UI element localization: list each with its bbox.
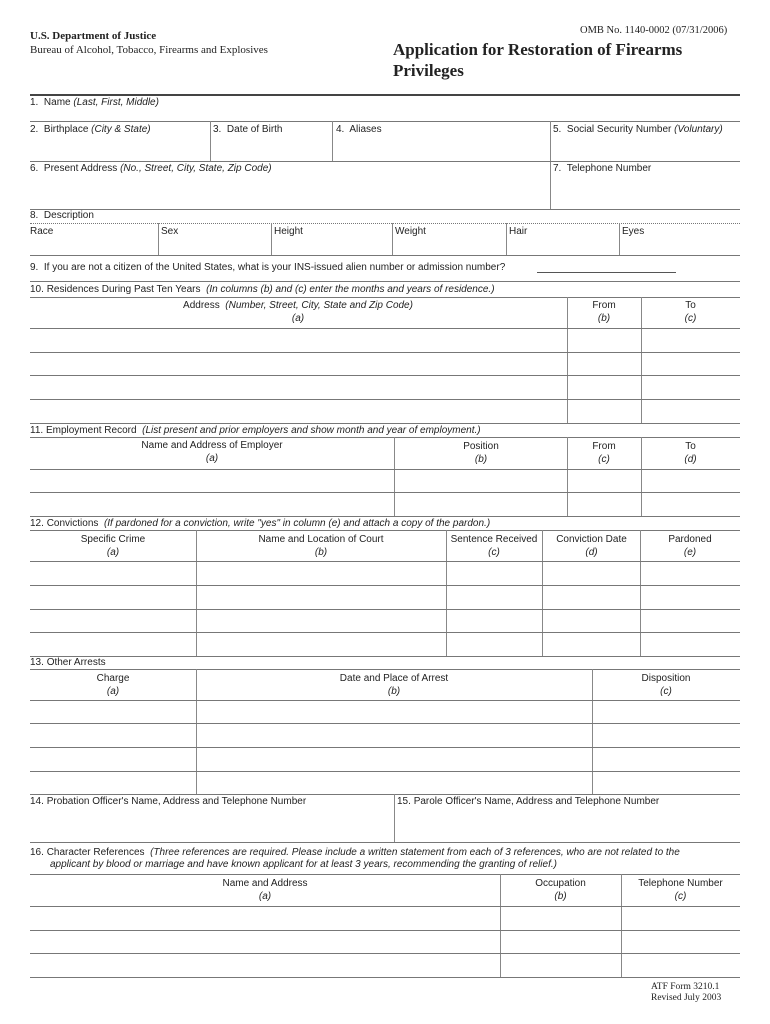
sex-input[interactable] <box>160 239 269 253</box>
reference-row[interactable] <box>30 954 740 976</box>
field-2-birthplace-label: 2. Birthplace (City & State) <box>30 124 151 135</box>
residence-row[interactable] <box>30 353 740 374</box>
parole-officer-input[interactable] <box>396 810 740 840</box>
field-14-probation-label: 14. Probation Officer's Name, Address and Telephone Number <box>30 796 307 807</box>
field-3-dob-label: 3. Date of Birth <box>213 124 283 135</box>
present-address-input[interactable] <box>30 177 548 205</box>
conviction-date-header: Conviction Date (d) <box>556 534 627 558</box>
field-11-employment-label: 11. Employment Record (List present and prior employers and show month and year of employment.) <box>30 425 481 436</box>
weight-input[interactable] <box>394 239 504 253</box>
residence-row[interactable] <box>30 376 740 398</box>
employment-to-header: To (d) <box>684 441 697 465</box>
employment-row[interactable] <box>30 493 740 515</box>
field-5-ssn-label: 5. Social Security Number (Voluntary) <box>553 124 723 135</box>
residence-address-header: Address (Number, Street, City, State and Zip Code) (a) <box>183 300 413 324</box>
bureau-name: Bureau of Alcohol, Tobacco, Firearms and Explosives <box>30 44 268 56</box>
field-1-name-label: 1. Name (Last, First, Middle) <box>30 97 159 108</box>
field-8-description-label: 8. Description <box>30 210 94 221</box>
position-header: Position (b) <box>463 441 499 465</box>
court-header: Name and Location of Court (b) <box>258 534 384 558</box>
conviction-row[interactable] <box>30 562 740 584</box>
field-9-alien-number-label: 9. If you are not a citizen of the United States, what is your INS-issued alien number or admission number? <box>30 262 506 273</box>
name-input[interactable] <box>30 110 740 120</box>
reference-name-header: Name and Address (a) <box>222 878 308 902</box>
form-title-line2: Privileges <box>393 61 464 80</box>
sex-label: Sex <box>161 226 179 237</box>
arrest-date-place-header: Date and Place of Arrest (b) <box>339 673 449 697</box>
disposition-header: Disposition (c) <box>641 673 691 697</box>
conviction-row[interactable] <box>30 633 740 655</box>
field-16-references-label: 16. Character References (Three references are required. Please include a written statement from each of 3 references, who are not related to the <box>30 847 680 858</box>
reference-telephone-header: Telephone Number (c) <box>638 878 723 902</box>
field-7-telephone-label: 7. Telephone Number <box>553 163 652 174</box>
residence-from-header: From (b) <box>592 300 616 324</box>
arrest-row[interactable] <box>30 772 740 793</box>
reference-occupation-header: Occupation (b) <box>535 878 586 902</box>
form-number: ATF Form 3210.1 <box>651 982 720 992</box>
field-10-residences-label: 10. Residences During Past Ten Years (In columns (b) and (c) enter the months and years of residence.) <box>30 284 495 295</box>
field-12-convictions-label: 12. Convictions (If pardoned for a conviction, write "yes" in column (e) and attach a copy of the pardon.) <box>30 518 491 529</box>
ssn-input[interactable] <box>552 138 740 158</box>
form-title-line1: Application for Restoration of Firearms <box>393 40 683 59</box>
conviction-row[interactable] <box>30 610 740 631</box>
telephone-input[interactable] <box>552 177 740 205</box>
hair-input[interactable] <box>508 239 617 253</box>
hair-label: Hair <box>509 226 528 237</box>
residence-row[interactable] <box>30 329 740 351</box>
field-13-arrests-label: 13. Other Arrests <box>30 657 106 668</box>
eyes-label: Eyes <box>622 226 645 237</box>
reference-row[interactable] <box>30 931 740 952</box>
form-revision: Revised July 2003 <box>651 993 722 1003</box>
conviction-row[interactable] <box>30 586 740 608</box>
arrest-row[interactable] <box>30 724 740 746</box>
reference-row[interactable] <box>30 907 740 929</box>
employment-from-header: From (c) <box>592 441 616 465</box>
alien-number-input[interactable] <box>537 262 676 273</box>
arrest-row[interactable] <box>30 748 740 770</box>
department-name: U.S. Department of Justice <box>30 30 157 42</box>
birthplace-input[interactable] <box>30 138 208 158</box>
arrest-row[interactable] <box>30 701 740 722</box>
residence-row[interactable] <box>30 400 740 422</box>
height-label: Height <box>274 226 303 237</box>
race-label: Race <box>30 226 54 237</box>
race-input[interactable] <box>30 239 156 253</box>
pardoned-header: Pardoned (e) <box>668 534 712 558</box>
dob-input[interactable] <box>212 138 330 158</box>
field-15-parole-label: 15. Parole Officer's Name, Address and Telephone Number <box>397 796 660 807</box>
field-4-aliases-label: 4. Aliases <box>336 124 382 135</box>
charge-header: Charge (a) <box>96 673 130 697</box>
field-6-address-label: 6. Present Address (No., Street, City, State, Zip Code) <box>30 163 272 174</box>
field-16-references-hint: applicant by blood or marriage and have known applicant for at least 3 years, recommending the granting of relief.) <box>50 859 557 870</box>
height-input[interactable] <box>273 239 390 253</box>
eyes-input[interactable] <box>621 239 740 253</box>
employer-header: Name and Address of Employer (a) <box>141 440 283 464</box>
weight-label: Weight <box>395 226 426 237</box>
residence-to-header: To (c) <box>684 300 697 324</box>
probation-officer-input[interactable] <box>30 810 392 840</box>
aliases-input[interactable] <box>334 138 548 158</box>
sentence-header: Sentence Received (c) <box>450 534 538 558</box>
employment-row[interactable] <box>30 470 740 491</box>
omb-number: OMB No. 1140-0002 (07/31/2006) <box>580 25 728 36</box>
crime-header: Specific Crime (a) <box>80 534 146 558</box>
